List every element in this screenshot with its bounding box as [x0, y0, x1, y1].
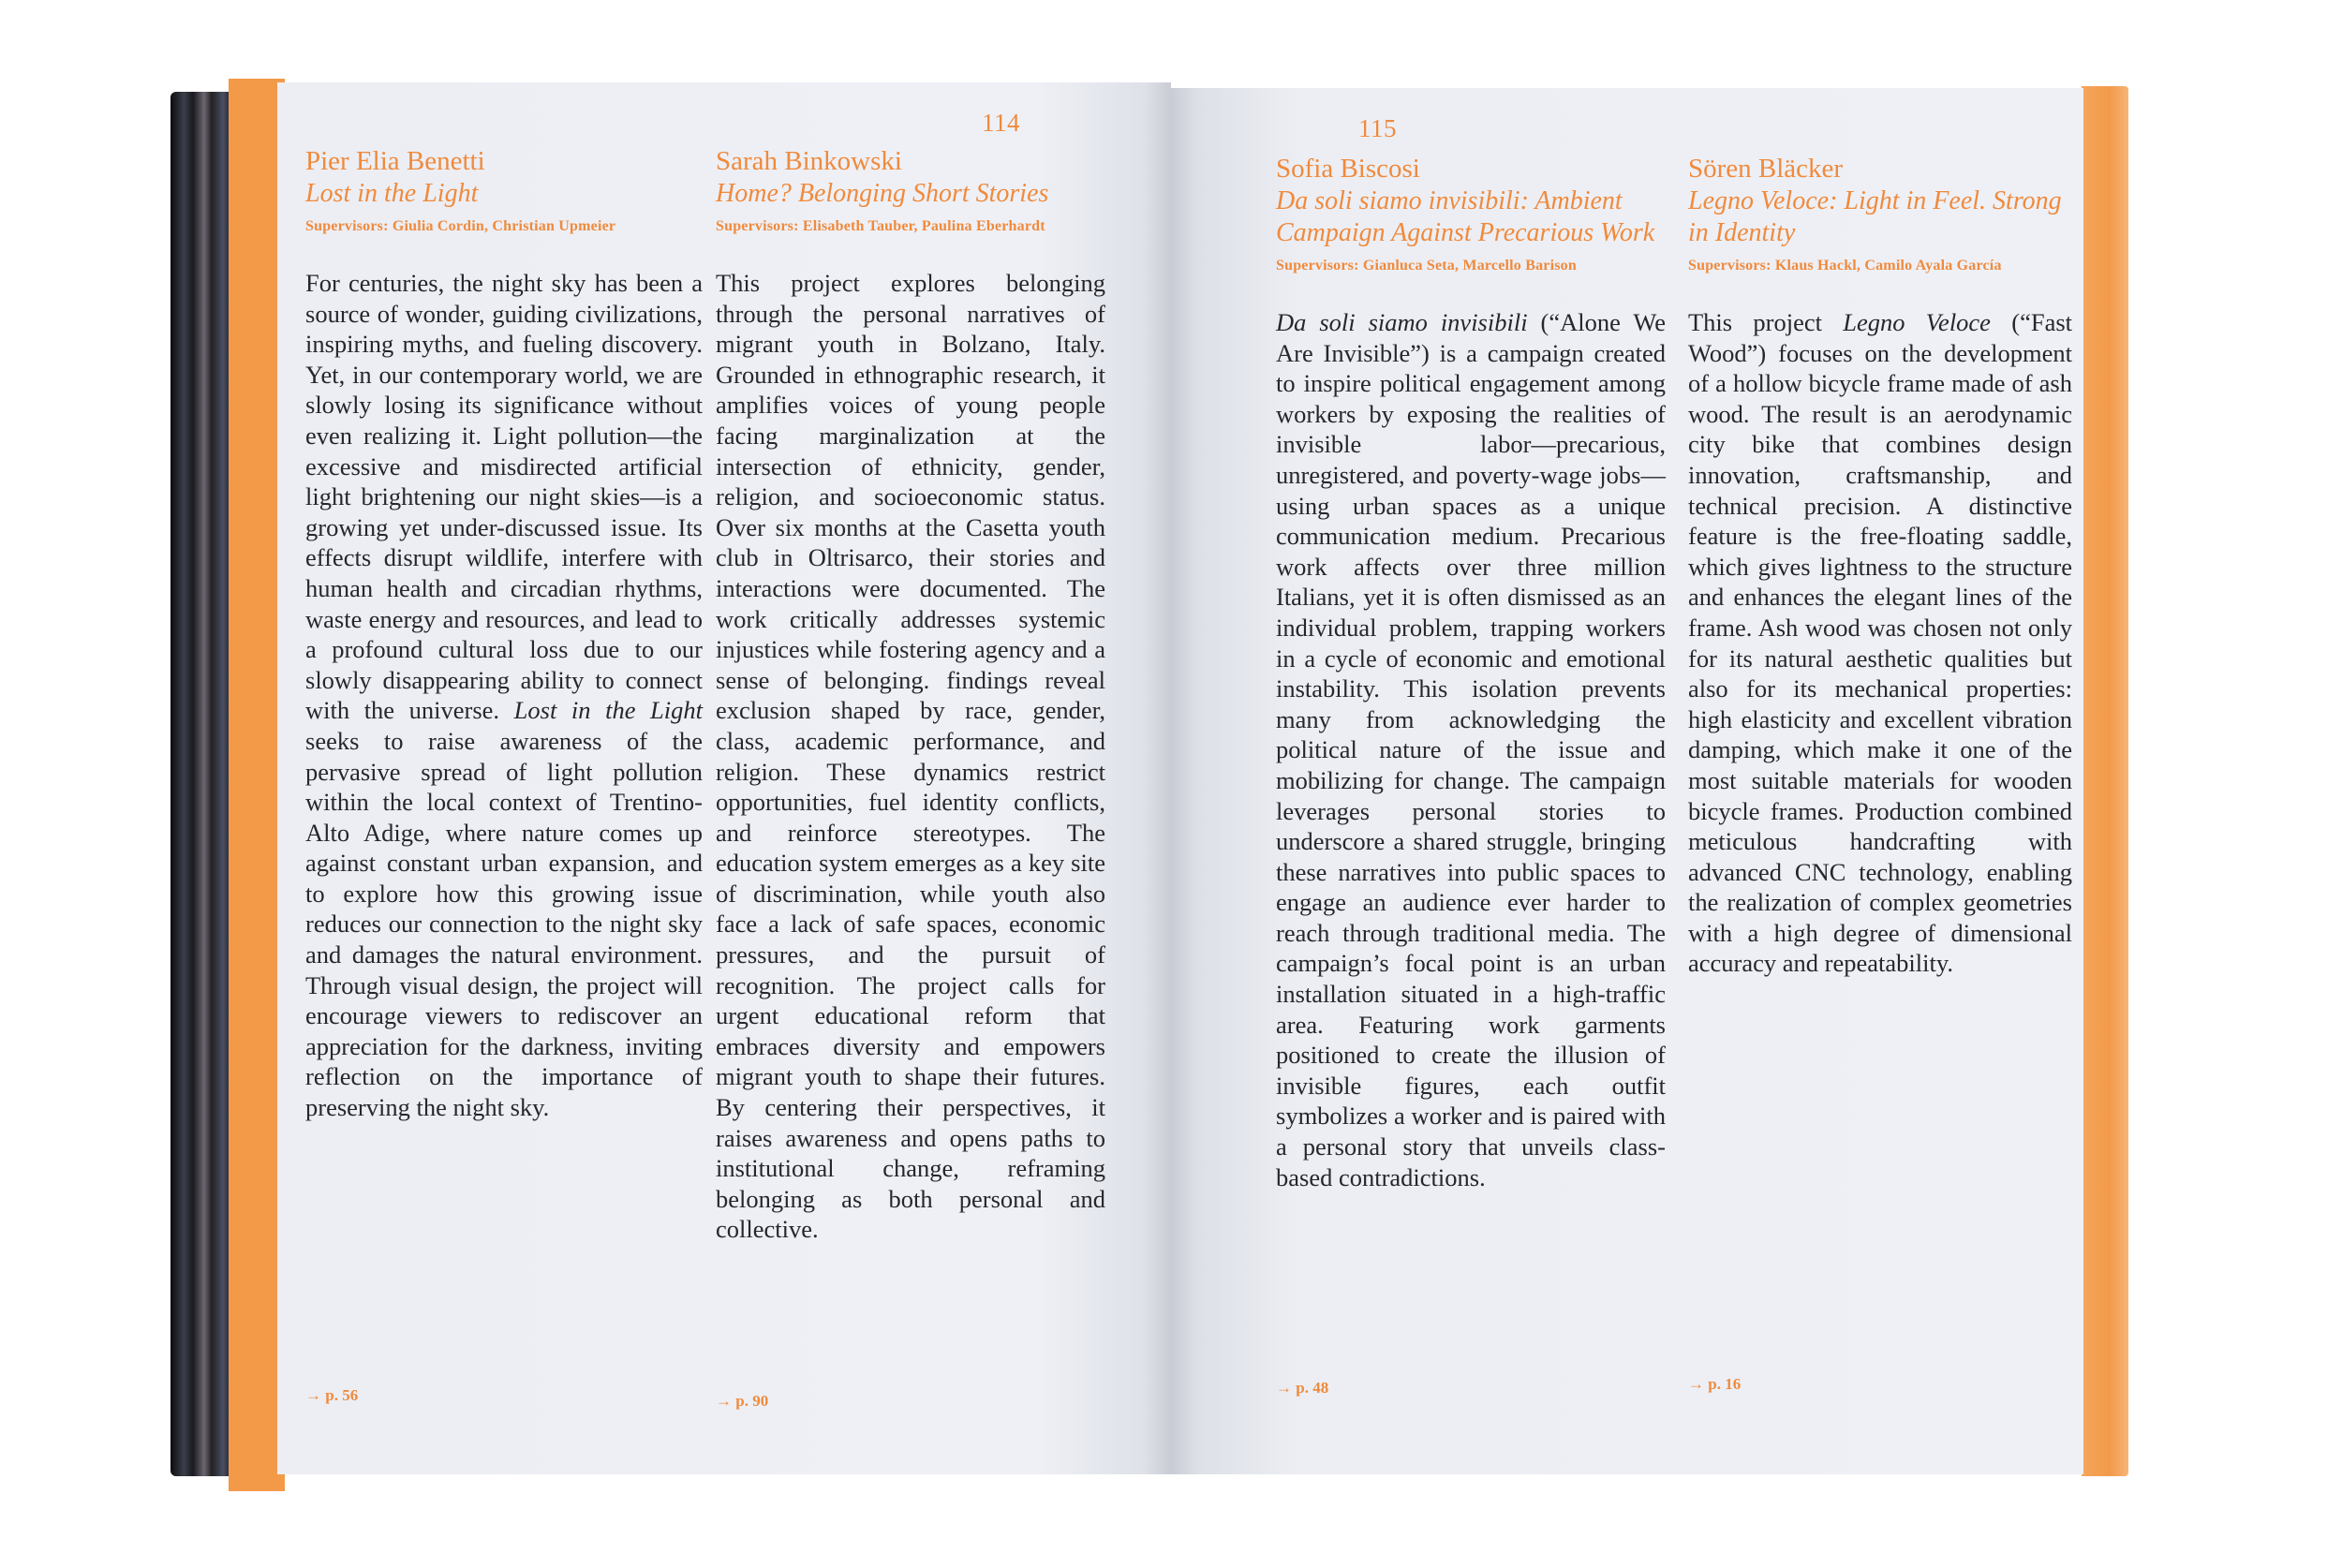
- supervisors: Supervisors: Klaus Hackl, Camilo Ayala García: [1688, 258, 2002, 274]
- project-title: Da soli siamo invisibili: Ambient Campaign Against Precarious Work: [1276, 186, 1655, 247]
- supervisors: Supervisors: Giulia Cordin, Christian Upmeier: [305, 218, 616, 234]
- project-description: This project Legno Veloce (“Fast Wood”) focuses on the development of a hollow bicycle frame made of ash wood. The result is an aerodynamic city bike that combines design innovation, craftsmanship, and technical precision. A distinctive feature is the free-floating saddle, which gives lightness to the structure and enhances the elegant lines of the frame. Ash wood was chosen not only for its natural aesthetic qualities but also for its mechanical properties: high elasticity and excellent vibration damping, which make it one of the most suitable materials for wooden bicycle frames. Production combined meticulous handcrafting with advanced CNC technology, enabling the realization of complex geometries with a high degree of dimensional accuracy and repeatability.: [1688, 308, 2073, 978]
- supervisors: Supervisors: Gianluca Seta, Marcello Barison: [1276, 258, 1577, 274]
- page-number-right: 115: [1358, 114, 1397, 142]
- project-description: Da soli siamo invisibili (“Alone We Are Invisible”) is a campaign created to inspire political engagement among workers by exposing the realities of invisible labor—precarious, unregistered, and poverty-wage jobs—using urban spaces as a unique communication medium. Precarious work affects over three million Italians, yet it is often dismissed as an individual problem, trapping workers in a cycle of economic and emotional instability. This isolation prevents many from acknowledging the political nature of the issue and mobilizing for change. The campaign leverages personal stories to underscore a shared struggle, bringing these narratives into public spaces to engage an audience ever harder to reach through traditional media. The campaign’s focal point is an urban installation situated in a high-traffic area. Featuring work garments positioned to create the illusion of invisible figures, each outfit symbolizes a worker and is paired with a personal story that unveils class-based contradictions.: [1276, 308, 1666, 1191]
- orange-page-edge-left: [229, 79, 285, 1491]
- project-title: Home? Belonging Short Stories: [716, 179, 1049, 208]
- author-name: Sofia Biscosi: [1276, 154, 1420, 184]
- entry-binkowski: [716, 144, 1105, 1245]
- entry-blacker: [1688, 152, 2072, 979]
- page-reference: → p. 56: [305, 1386, 359, 1404]
- project-title: Legno Veloce: Light in Feel. Strong in Identity: [1688, 186, 2062, 247]
- page-reference: → p. 48: [1276, 1379, 1329, 1397]
- project-description: This project explores belonging through the personal narratives of migrant youth in Bolzano, Italy. Grounded in ethnographic research, it amplifies voices of young people facing marginalization at the intersection of ethnicity, gender, religion, and socioeconomic status. Over six months at the Casetta youth club in Oltrisarco, their stories and interactions were documented. The work critically addresses systemic injustices while fostering agency and a sense of belonging. findings reveal exclusion shaped by race, gender, class, academic performance, and religion. These dynamics restrict opportunities, fuel identity conflicts, and reinforce stereotypes. The education system emerges as a key site of discrimination, while youth also face a lack of safe spaces, economic pressures, and the pursuit of recognition. The project calls for urgent educational reform that embraces diversity and empowers migrant youth to shape their futures. By centering their perspectives, it raises awareness and opens paths to institutional change, reframing belonging as both personal and collective.: [716, 269, 1105, 1244]
- entry-biscosi: [1276, 152, 1666, 1192]
- page-reference: → p. 16: [1688, 1375, 1742, 1393]
- entry-benetti: [305, 144, 703, 1123]
- page-number-left: 114: [982, 109, 1020, 137]
- page-reference: → p. 90: [716, 1392, 769, 1410]
- author-name: Sören Bläcker: [1688, 154, 1844, 184]
- author-name: Sarah Binkowski: [716, 146, 902, 176]
- left-page: [277, 82, 1171, 1474]
- orange-page-edge-right: [2082, 86, 2128, 1476]
- project-description: For centuries, the night sky has been a source of wonder, guiding civilizations, inspiring myths, and fueling discovery. Yet, in our contemporary world, we are slowly losing its significance without even realizing it. Light pollution—the excessive and misdirected artificial light brightening our night skies—is a growing yet under-discussed issue. Its effects disrupt wildlife, interfere with human health and circadian rhythms, waste energy and resources, and lead to a profound cultural loss due to our slowly disappearing ability to connect with the universe. Lost in the Light seeks to raise awareness of the pervasive spread of light pollution within the local context of Trentino-Alto Adige, where nature comes up against constant urban expansion, and to explore how this growing issue reduces our connection to the night sky and damages the natural environment. Through visual design, the project will encourage viewers to rediscover an appreciation for the darkness, inviting reflection on the importance of preserving the night sky.: [305, 269, 703, 1122]
- supervisors: Supervisors: Elisabeth Tauber, Paulina Eberhardt: [716, 218, 1045, 234]
- right-page: [1171, 88, 2083, 1474]
- project-title: Lost in the Light: [305, 179, 479, 208]
- author-name: Pier Elia Benetti: [305, 146, 485, 176]
